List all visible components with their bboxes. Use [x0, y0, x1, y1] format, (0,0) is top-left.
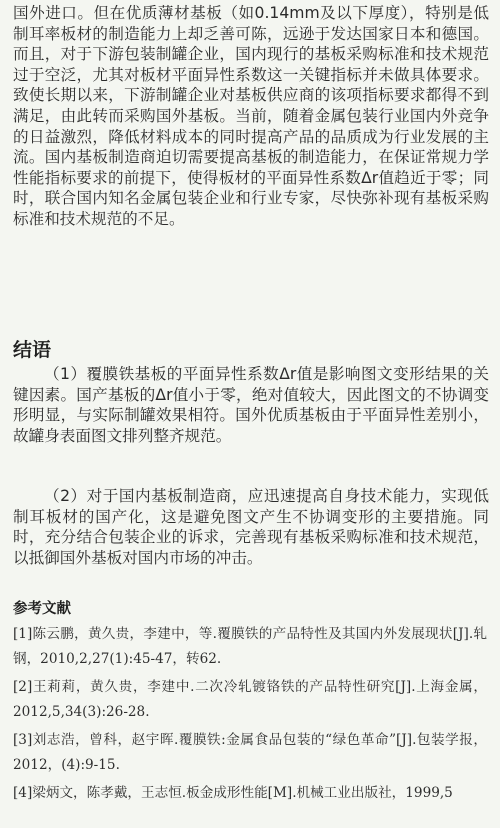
- intro-paragraph: 国外进口。但在优质薄材基板（如0.14mm及以下厚度），特别是低制耳率板材的制造能力上却乏善可陈，远逊于发达国家日本和德国。而且，对于下游包装制罐企业，国内现行的基板采购标准和技术规范过于空泛，尤其对板材平面异性系数这一关键指标并未做具体要求。致使长期以来，下游制罐企业对基板供应商的该项指标要求都得不到满足，由此转而采购国外基板。当前，随着金属包装行业国内外竞争的日益激烈，降低材料成本的同时提高产品的品质成为行业发展的主流。国内基板制造商迫切需要提高基板的制造能力，在保证常规力学性能指标要求的前提下，使得板材的平面异性系数Δr值趋近于零；同时，联合国内知名金属包装企业和行业专家，尽快弥补现有基板采购标准和技术规范的不足。: [13, 4, 489, 228]
- conclusion-paragraph-1: （1）覆膜铁基板的平面异性系数Δr值是影响图文变形结果的关键因素。国产基板的Δr值小于零，绝对值较大，因此图文的不协调变形明显，与实际制罐效果相符。国外优质基板由于平面异性差别小，故罐身表面图文排列整齐规范。: [13, 365, 489, 445]
- references-heading: 参考文献: [13, 601, 71, 617]
- reference-item-4: [4]梁炳文，陈孝戴，王志恒.板金成形性能[M].机械工业出版社，1999,5: [13, 785, 453, 801]
- reference-item-3: [3]刘志浩，曾科，赵宇晖.覆膜铁:金属食品包装的“绿色革命”[J].包装学报，2012，(4):9-15.: [13, 732, 487, 773]
- reference-item-1: [1]陈云鹏，黄久贵，李建中，等.覆膜铁的产品特性及其国内外发展现状[J].轧钢，2010,2,27(1):45-47，转62.: [13, 626, 487, 667]
- references-list: [13, 622, 487, 810]
- conclusion-paragraph-2: （2）对于国内基板制造商，应迅速提高自身技术能力，实现低制耳板材的国产化，这是避免图文产生不协调变形的主要措施。同时，充分结合包装企业的诉求，完善现有基板采购标准和技术规范，以抵御国外基板对国内市场的冲击。: [13, 487, 489, 567]
- reference-item-2: [2]王莉莉，黄久贵，李建中.二次冷轧镀铬铁的产品特性研究[J].上海金属，2012,5,34(3):26-28.: [13, 679, 487, 720]
- conclusion-heading: 结语: [13, 339, 52, 361]
